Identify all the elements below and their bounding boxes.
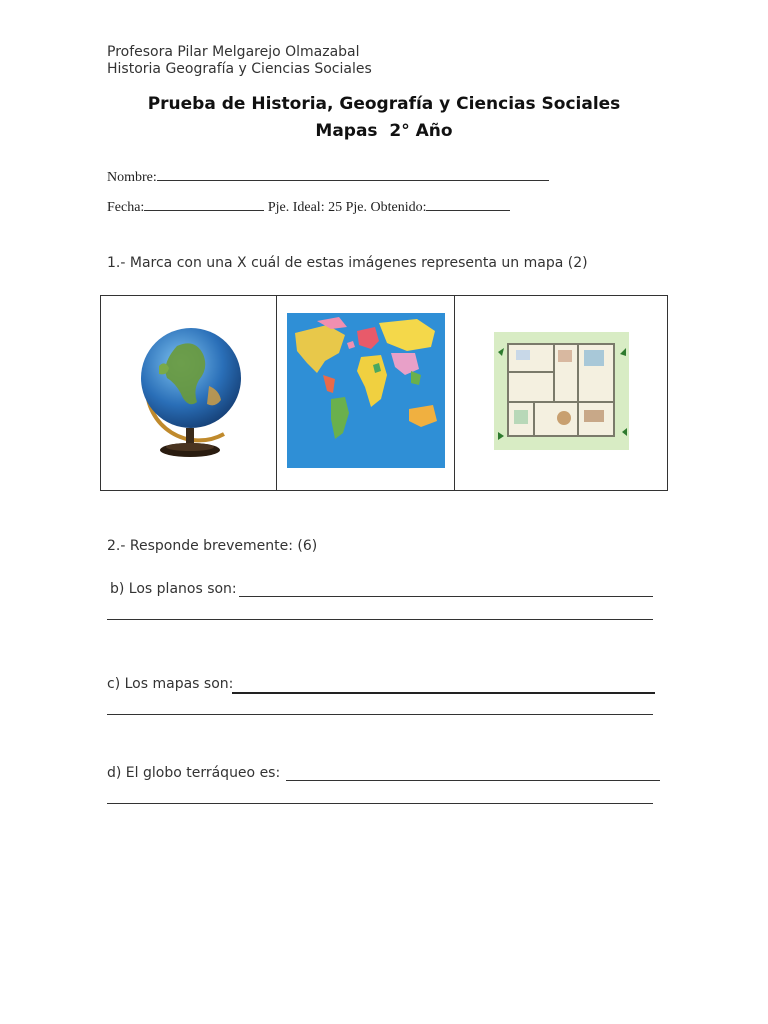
subject-name: Historia Geografía y Ciencias Sociales: [107, 61, 372, 77]
option-floor-plan-cell[interactable]: [455, 296, 668, 491]
floor-plan-icon: [494, 332, 629, 450]
page-subtitle: Mapas 2° Año: [315, 121, 453, 141]
answer-2d-line-1[interactable]: [286, 780, 660, 781]
world-map-icon: [287, 313, 445, 468]
question-2b-label: b) Los planos son:: [110, 581, 237, 597]
image-options-table: [100, 295, 668, 491]
name-field[interactable]: [157, 167, 549, 181]
answer-2d-line-2[interactable]: [107, 803, 653, 804]
name-field-row: [107, 167, 549, 186]
option-globe-cell[interactable]: [101, 296, 277, 491]
question-1: 1.- Marca con una X cuál de estas imágenes representa un mapa (2): [107, 255, 588, 271]
date-label: Fecha:: [107, 200, 145, 215]
teacher-name: Profesora Pilar Melgarejo Olmazabal: [107, 44, 360, 60]
date-field[interactable]: [144, 197, 264, 211]
answer-2c-line-2[interactable]: [107, 714, 653, 715]
score-label: Pje. Ideal: 25 Pje. Obtenido:: [267, 200, 427, 215]
score-field[interactable]: [426, 197, 510, 211]
globe-icon: [129, 316, 249, 466]
answer-2c-line-1[interactable]: [232, 692, 655, 694]
page-title: Prueba de Historia, Geografía y Ciencias Sociales: [147, 94, 621, 114]
header: [107, 44, 372, 78]
date-field-row: [107, 197, 510, 216]
answer-2b-line-2[interactable]: [107, 619, 653, 620]
answer-2b-line-1[interactable]: [239, 596, 653, 597]
option-world-map-cell[interactable]: [277, 296, 455, 491]
question-2: 2.- Responde brevemente: (6): [107, 538, 318, 554]
question-2c-label: c) Los mapas son:: [107, 676, 234, 692]
question-2d-label: d) El globo terráqueo es:: [107, 765, 281, 781]
name-label: Nombre:: [107, 170, 157, 185]
